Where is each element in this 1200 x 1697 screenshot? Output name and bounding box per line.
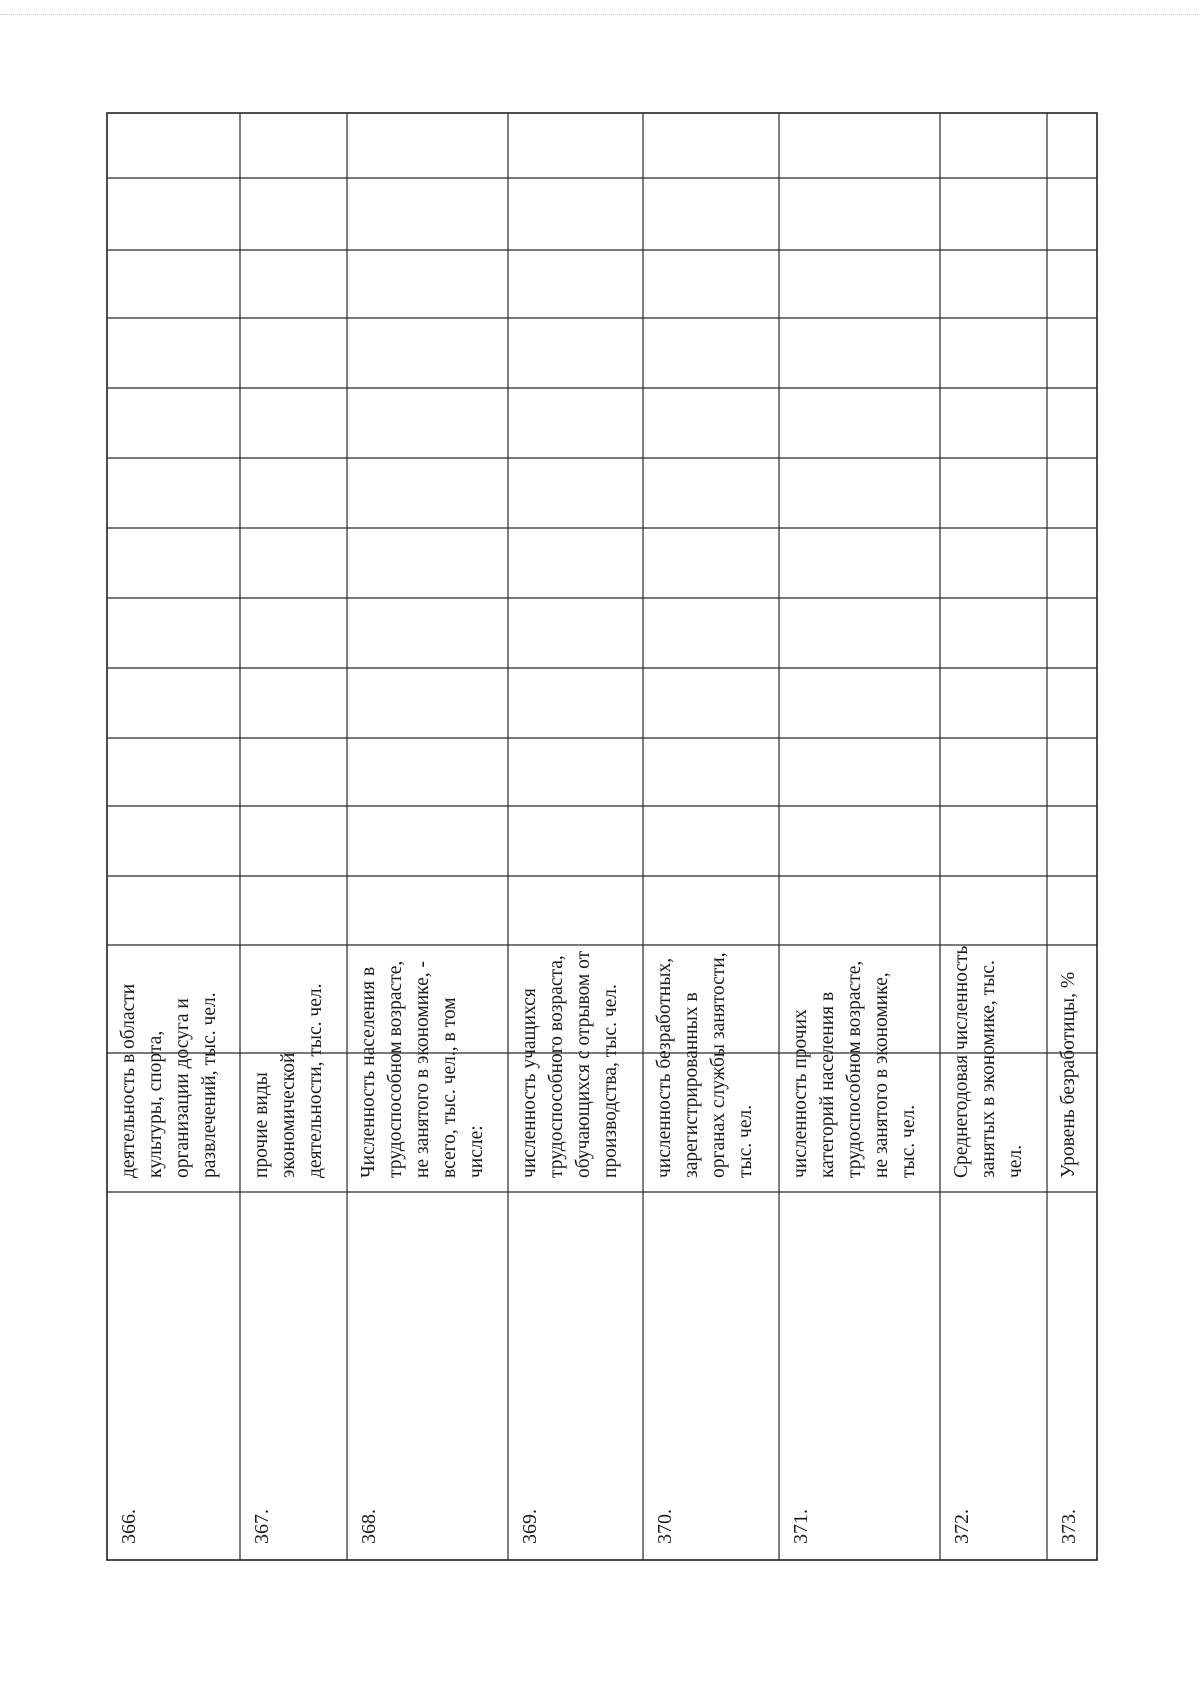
- indicator-label-line: Уровень безработицы, %: [1058, 971, 1079, 1178]
- indicator-label-line: категорий населения в: [817, 991, 838, 1178]
- indicator-label-line: не занятого в экономике,: [871, 972, 892, 1178]
- indicator-label-line: зарегистрированных в: [681, 992, 702, 1178]
- indicator-label-line: деятельности, тыс. чел.: [305, 983, 326, 1178]
- indicator-label-line: тыс. чел.: [898, 1104, 919, 1178]
- indicator-label-line: органах службы занятости,: [708, 952, 729, 1178]
- table-row: [790, 961, 919, 1544]
- table-row: [951, 945, 1026, 1544]
- indicator-label-line: Численность населения в: [358, 966, 379, 1178]
- row-number: 368.: [358, 1509, 380, 1544]
- row-number: 369.: [519, 1509, 541, 1544]
- table-rows: [118, 945, 1080, 1544]
- indicator-label-line: численность безработных,: [654, 957, 675, 1178]
- indicator-label-line: организации досуга и: [172, 998, 193, 1178]
- table-row: [358, 961, 487, 1544]
- table-row: [118, 984, 220, 1544]
- indicator-label-line: прочие виды: [251, 1072, 272, 1178]
- indicator-label-line: численность прочих: [790, 1009, 811, 1178]
- indicator-label-line: трудоспособном возрасте,: [385, 960, 406, 1178]
- indicator-label-line: Среднегодовая численность: [951, 945, 972, 1178]
- indicator-label-line: численность учащихся: [519, 988, 540, 1178]
- row-number: 367.: [251, 1509, 273, 1544]
- indicator-label-line: обучающихся с отрывом от: [573, 950, 594, 1178]
- indicator-label-line: развлечений, тыс. чел.: [199, 992, 220, 1178]
- indicator-label-line: трудоспособном возрасте,: [844, 960, 865, 1178]
- row-number: 370.: [654, 1509, 676, 1544]
- table-row: [654, 952, 756, 1544]
- row-number: 373.: [1058, 1509, 1080, 1544]
- row-number: 366.: [118, 1509, 140, 1544]
- indicator-label-line: не занятого в экономике, -: [412, 960, 433, 1178]
- row-number: 371.: [790, 1509, 812, 1544]
- table-border: [107, 113, 1097, 1560]
- indicator-label-line: производства, тыс. чел.: [600, 984, 621, 1178]
- table-row: [519, 950, 621, 1544]
- indicator-label-line: экономической: [278, 1052, 299, 1178]
- table-row: [1058, 972, 1080, 1544]
- indicator-label-line: занятых в экономике, тыс.: [978, 960, 999, 1178]
- indicator-label-line: тыс. чел.: [735, 1104, 756, 1178]
- indicator-label-line: трудоспособного возраста,: [546, 955, 567, 1178]
- indicator-label-line: всего, тыс. чел., в том: [439, 997, 460, 1178]
- row-number: 372.: [951, 1509, 973, 1544]
- indicator-label-line: чел.: [1005, 1144, 1026, 1178]
- indicator-label-line: деятельность в области: [118, 983, 139, 1178]
- indicator-label-line: культуры, спорта,: [145, 1030, 166, 1178]
- indicator-label-line: числе:: [466, 1125, 487, 1178]
- table-row: [251, 984, 326, 1544]
- table-grid: [107, 113, 1097, 1560]
